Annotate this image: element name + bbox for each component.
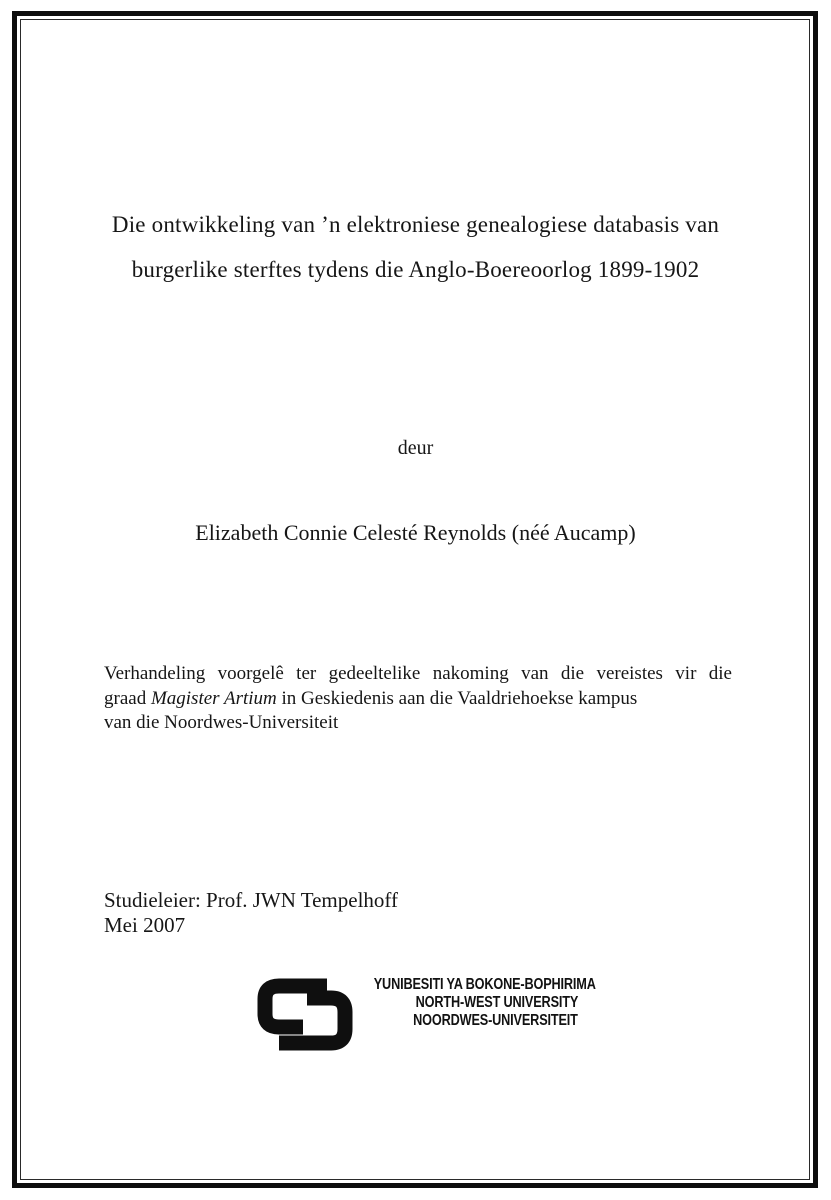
degree-name-italic: Magister Artium	[150, 687, 277, 709]
university-logo-text	[325, 976, 596, 1030]
degree-statement-line-3: van die Noordwes-Universiteit	[104, 712, 339, 733]
page-title	[60, 202, 771, 292]
supervisor-line: Studieleier: Prof. JWN Tempelhoff	[104, 888, 399, 912]
degree-statement-line-2	[104, 687, 732, 712]
byline: deur	[397, 437, 434, 459]
title-line-1: Die ontwikkeling van ’n elektroniese genealogiese databasis van	[111, 212, 720, 237]
supervisor-block	[104, 888, 398, 938]
degree-statement	[104, 662, 732, 736]
logo-text-line-afrikaans: NOORDWES-UNIVERSITEIT	[413, 1012, 578, 1029]
date-line: Mei 2007	[104, 913, 186, 937]
degree-statement-line-1: Verhandeling voorgelê ter gedeeltelike nakoming van die vereistes vir die	[104, 663, 732, 684]
degree-statement-line-2-suffix: in Geskiedenis aan die Vaaldriehoekse kampus	[276, 687, 638, 709]
logo-text-line-setswana: YUNIBESITI YA BOKONE-BOPHIRIMA	[373, 976, 596, 993]
author-name: Elizabeth Connie Celesté Reynolds (néé Aucamp)	[195, 520, 636, 545]
logo-text-line-english: NORTH-WEST UNIVERSITY	[415, 994, 578, 1011]
title-line-2: burgerlike sterftes tydens die Anglo-Boereoorlog 1899-1902	[131, 257, 700, 282]
university-logo	[257, 976, 596, 1054]
degree-statement-line-2-prefix: graad	[104, 687, 151, 709]
